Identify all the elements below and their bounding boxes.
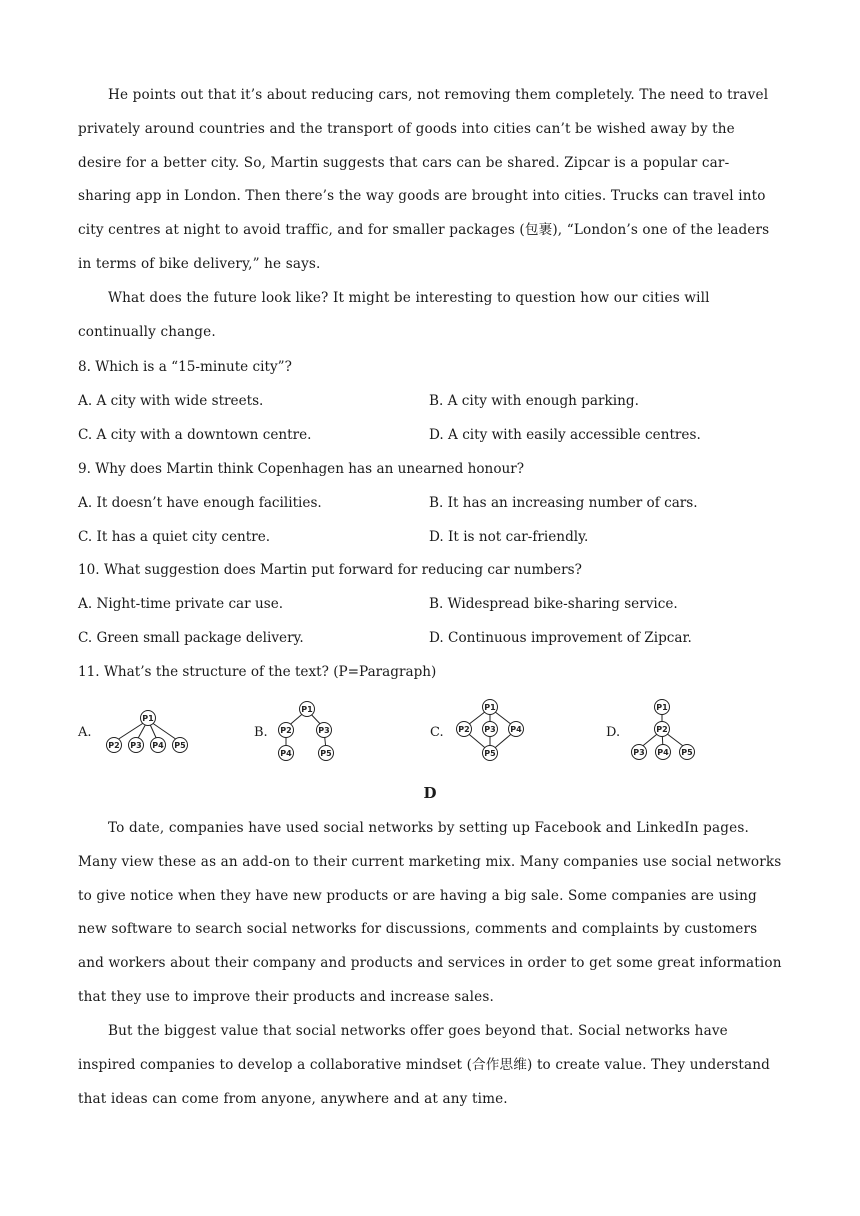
svg-text:P4: P4 — [510, 725, 522, 734]
question-11-stem: 11. What’s the structure of the text? (P=Paragraph) — [78, 664, 437, 680]
svg-text:P5: P5 — [174, 741, 186, 750]
passage-c-paragraph-2: What does the future look like? It might be interesting to question how our cities will continually change. — [78, 290, 710, 340]
diagram-b-node-root — [300, 702, 315, 717]
question-10-option-a: A. Night-time private car use. — [78, 596, 284, 612]
section-d-heading: D — [423, 784, 437, 802]
question-9-option-a: A. It doesn’t have enough facilities. — [78, 495, 322, 511]
question-9-option-c: C. It has a quiet city centre. — [78, 529, 271, 545]
diagram-d-node — [656, 745, 671, 760]
question-10-stem: 10. What suggestion does Martin put forward for reducing car numbers? — [78, 562, 582, 578]
svg-text:P5: P5 — [681, 748, 693, 757]
diagram-d-node-root — [655, 700, 670, 715]
structure-diagram-a — [100, 706, 192, 756]
svg-text:P3: P3 — [318, 726, 330, 735]
svg-text:P1: P1 — [301, 705, 313, 714]
svg-text:P4: P4 — [657, 748, 669, 757]
svg-text:P4: P4 — [280, 749, 292, 758]
question-8-option-b: B. A city with enough parking. — [429, 393, 639, 409]
diagram-c-node — [483, 746, 498, 761]
question-10-option-d: D. Continuous improvement of Zipcar. — [429, 630, 692, 646]
svg-text:P3: P3 — [484, 725, 496, 734]
svg-text:P1: P1 — [484, 703, 496, 712]
question-8-option-d: D. A city with easily accessible centres. — [429, 427, 701, 443]
passage-c-paragraph-1: He points out that it’s about reducing cars, not removing them completely. The need to travel privately around countries and the transport of goods into cities can’t be wished away by the desire for a better city. So, Martin suggests that cars can be shared. Zipcar is a popular car-sharing app in London. Then there’s the way goods are brought into cities. Trucks can travel into city centres at night to avoid traffic, and for smaller packages (包裹), “London’s one of the leaders in terms of bike delivery,” he says. — [78, 87, 770, 272]
question-9-stem: 9. Why does Martin think Copenhagen has an unearned honour? — [78, 461, 525, 477]
diagram-a-node — [107, 738, 122, 753]
question-9-option-b: B. It has an increasing number of cars. — [429, 495, 698, 511]
diagram-a-node — [129, 738, 144, 753]
svg-text:P5: P5 — [484, 749, 496, 758]
question-10-option-c: C. Green small package delivery. — [78, 630, 304, 646]
svg-text:P3: P3 — [130, 741, 142, 750]
question-8-option-a: A. A city with wide streets. — [78, 393, 264, 409]
structure-diagram-c — [452, 698, 532, 764]
question-8-stem: 8. Which is a “15-minute city”? — [78, 359, 292, 375]
question-8-option-c: C. A city with a downtown centre. — [78, 427, 312, 443]
diagram-c-node-root — [483, 700, 498, 715]
diagram-b-node — [279, 746, 294, 761]
diagram-b-label: B. — [254, 725, 268, 740]
diagram-c-node — [509, 722, 524, 737]
svg-text:P3: P3 — [633, 748, 645, 757]
diagram-c-label: C. — [430, 725, 444, 740]
question-9-option-d: D. It is not car-friendly. — [429, 529, 589, 545]
diagram-d-label: D. — [606, 725, 621, 740]
svg-text:P2: P2 — [108, 741, 120, 750]
svg-text:P2: P2 — [656, 725, 668, 734]
diagram-a-node — [151, 738, 166, 753]
diagram-c-node — [457, 722, 472, 737]
structure-diagram-d — [626, 698, 700, 764]
diagram-b-node — [319, 746, 334, 761]
diagram-d-node — [632, 745, 647, 760]
diagram-a-label: A. — [78, 725, 92, 740]
structure-diagram-b — [274, 700, 344, 764]
svg-text:P4: P4 — [152, 741, 164, 750]
diagram-d-node — [680, 745, 695, 760]
diagram-c-node — [483, 722, 498, 737]
svg-text:P2: P2 — [458, 725, 470, 734]
diagram-a-node-root — [141, 711, 156, 726]
question-10-option-b: B. Widespread bike-sharing service. — [429, 596, 678, 612]
diagram-d-node — [655, 722, 670, 737]
diagram-b-node — [279, 723, 294, 738]
svg-text:P5: P5 — [320, 749, 332, 758]
diagram-b-node — [317, 723, 332, 738]
svg-text:P1: P1 — [656, 703, 668, 712]
section-d-paragraph-1: To date, companies have used social networks by setting up Facebook and LinkedIn pages. Many view these as an add-on to their current marketing mix. Many companies use social networks to give notice when they have new products or are having a big sale. Some companies are using new software to search social networks for discussions, comments and complaints by customers and workers about their company and products and services in order to get some great information that they use to improve their products and increase sales. — [78, 820, 782, 1005]
diagram-a-node — [173, 738, 188, 753]
svg-text:P2: P2 — [280, 726, 292, 735]
svg-text:P1: P1 — [142, 714, 154, 723]
section-d-paragraph-2: But the biggest value that social networks offer goes beyond that. Social networks have inspired companies to develop a collaborative mindset (合作思维) to create value. They understand that ideas can come from anyone, anywhere and at any time. — [78, 1023, 770, 1107]
